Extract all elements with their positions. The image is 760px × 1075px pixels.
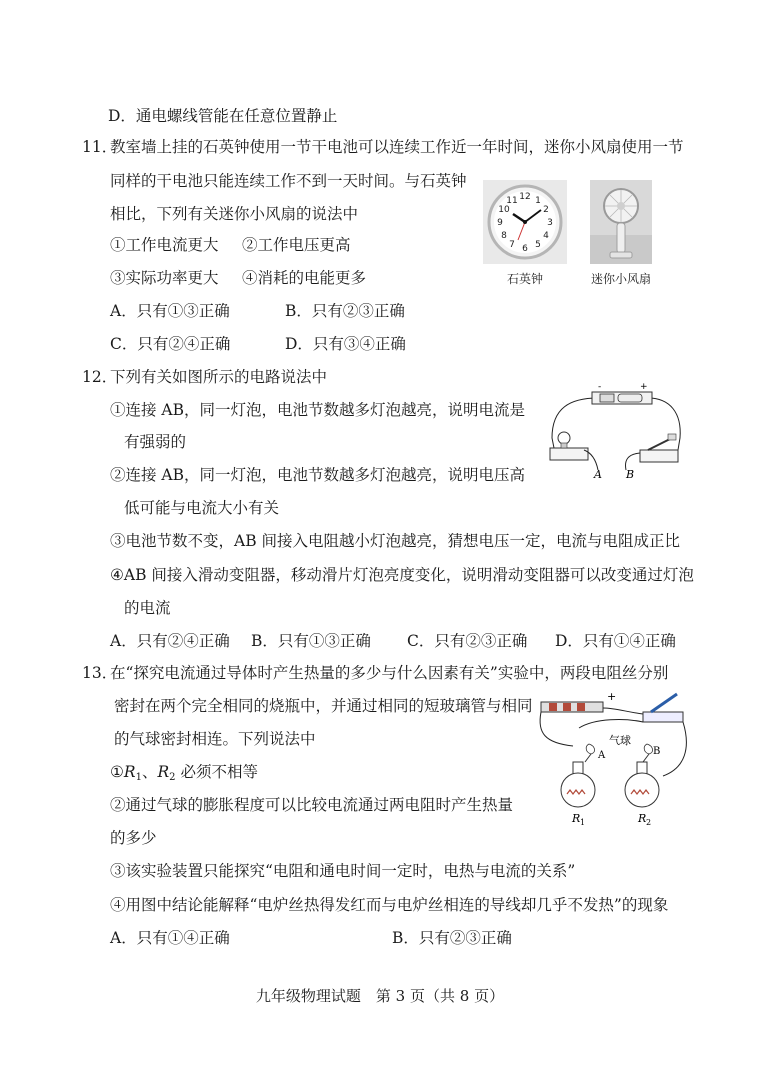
q12-option-a: A．只有②④正确 xyxy=(110,632,230,650)
svg-text:2: 2 xyxy=(543,205,549,215)
q11-stem-line1: 教室墙上挂的石英钟使用一节干电池可以连续工作近一年时间，迷你小风扇使用一节 xyxy=(110,138,684,156)
q12-option-b: B．只有①③正确 xyxy=(251,632,371,650)
svg-text:11: 11 xyxy=(506,196,518,206)
q11-stem-line2: 同样的干电池只能连续工作不到一天时间。与石英钟 xyxy=(110,172,467,190)
q13-stem-line1: 在“探究电流通过导体时产生热量的多少与什么因素有关”实验中，两段电阻丝分别 xyxy=(110,664,669,682)
mini-fan-image xyxy=(590,180,652,264)
svg-text:8: 8 xyxy=(501,231,507,241)
q13-statement-1-prefix: ① xyxy=(110,763,124,781)
battery-plus-label: + xyxy=(607,690,617,703)
q12-option-c: C．只有②③正确 xyxy=(407,632,528,650)
q13-apparatus-diagram xyxy=(535,688,695,828)
q12-number: 12． xyxy=(82,368,118,386)
svg-text:7: 7 xyxy=(509,240,515,250)
battery-minus-label: - xyxy=(598,382,602,392)
q13-r1-subscript: 1 xyxy=(135,772,142,783)
q13-stem-line3: 的气球密封相连。下列说法中 xyxy=(114,730,316,748)
point-a-label: A xyxy=(594,468,602,481)
q13-statement-1 xyxy=(110,761,258,789)
q11-option-a: A．只有①③正确 xyxy=(110,302,230,320)
q13-statement-2b: 的多少 xyxy=(110,829,157,847)
q13-number: 13． xyxy=(82,664,118,682)
q12-statement-1a: ①连接 AB，同一灯泡，电池节数越多灯泡越亮，说明电流是 xyxy=(110,401,526,419)
q13-r2-symbol: R xyxy=(157,763,170,781)
point-b-label: B xyxy=(626,468,635,481)
svg-text:1: 1 xyxy=(535,196,541,206)
r2-label-subscript: 2 xyxy=(646,818,652,827)
q11-option-b: B．只有②③正确 xyxy=(285,302,405,320)
r1-label-subscript: 1 xyxy=(580,818,586,827)
battery-plus-label: + xyxy=(640,382,648,392)
q12-statement-2b: 低可能与电流大小有关 xyxy=(124,499,280,517)
q12-option-d: D．只有①④正确 xyxy=(555,632,676,650)
q11-statement-3: ③实际功率更大 xyxy=(110,269,219,287)
svg-text:5: 5 xyxy=(535,240,541,250)
q12-statement-4a: ④AB 间接入滑动变阻器，移动滑片灯泡亮度变化，说明滑动变阻器可以改变通过灯泡 xyxy=(110,566,694,584)
quartz-clock-image xyxy=(483,180,567,264)
q11-statement-1: ①工作电流更大 xyxy=(110,236,219,254)
q12-stem: 下列有关如图所示的电路说法中 xyxy=(110,368,328,386)
q13-statement-2a: ②通过气球的膨胀程度可以比较电流通过两电阻时产生热量 xyxy=(110,796,514,814)
r1-label: R xyxy=(572,812,581,825)
balloon-b-label: B xyxy=(653,746,661,757)
svg-text:10: 10 xyxy=(498,205,510,215)
q13-statement-1-rest: 必须不相等 xyxy=(175,763,258,781)
q13-r2-subscript: 2 xyxy=(169,772,176,783)
q12-statement-4b: 的电流 xyxy=(124,599,171,617)
caption-fan: 迷你小风扇 xyxy=(590,272,651,286)
q12-statement-2a: ②连接 AB，同一灯泡，电池节数越多灯泡越亮，说明电压高 xyxy=(110,466,526,484)
svg-text:6: 6 xyxy=(522,244,528,254)
svg-text:3: 3 xyxy=(547,218,553,228)
q13-r1-symbol: R xyxy=(123,763,136,781)
r2-label: R xyxy=(638,812,647,825)
q11-option-d: D．只有③④正确 xyxy=(285,335,406,353)
q11-statement-4: ④消耗的电能更多 xyxy=(242,269,367,287)
q11-number: 11． xyxy=(82,138,118,156)
q12-circuit-diagram xyxy=(540,378,690,483)
q11-statement-2: ②工作电压更高 xyxy=(242,236,351,254)
balloon-label: 气球 xyxy=(609,734,631,747)
q12-statement-3: ③电池节数不变，AB 间接入电阻越小灯泡越亮，猜想电压一定，电流与电阻成正比 xyxy=(110,532,681,550)
q13-option-b: B．只有②③正确 xyxy=(392,929,512,947)
q13-stem-line2: 密封在两个完全相同的烧瓶中，并通过相同的短玻璃管与相同 xyxy=(114,697,533,715)
svg-text:12: 12 xyxy=(519,192,531,202)
q13-statement-3: ③该实验装置只能探究“电阻和通电时间一定时，电热与电流的关系” xyxy=(110,862,576,880)
q12-statement-1b: 有强弱的 xyxy=(124,433,187,451)
balloon-a-label: A xyxy=(598,750,606,761)
q13-separator: 、 xyxy=(141,763,158,781)
svg-text:9: 9 xyxy=(497,218,503,228)
q10-option-d: D．通电螺线管能在任意位置静止 xyxy=(108,107,338,125)
page-footer: 九年级物理试题 第 3 页（共 8 页） xyxy=(255,987,505,1005)
q13-option-a: A．只有①④正确 xyxy=(110,929,230,947)
q11-stem-line3: 相比，下列有关迷你小风扇的说法中 xyxy=(110,205,359,223)
caption-clock: 石英钟 xyxy=(506,272,543,286)
q13-statement-4: ④用图中结论能解释“电炉丝热得发红而与电炉丝相连的导线却几乎不发热”的现象 xyxy=(110,896,669,914)
svg-text:4: 4 xyxy=(543,231,549,241)
q11-option-c: C．只有②④正确 xyxy=(110,335,231,353)
